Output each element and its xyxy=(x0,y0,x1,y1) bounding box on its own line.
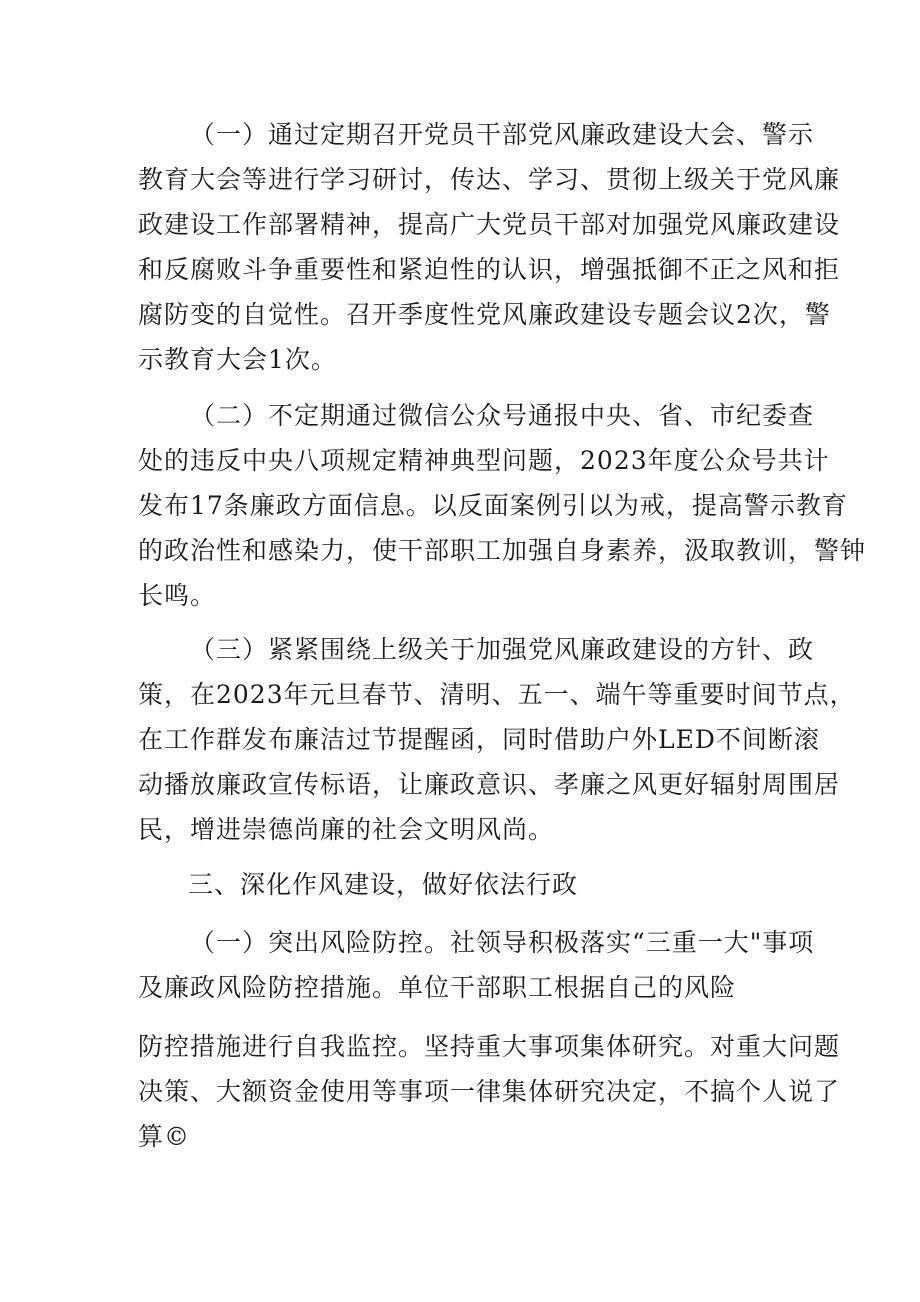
paragraph-line: （一）突出风险防控。社领导积极落实“三重一大"事项 xyxy=(190,928,815,957)
paragraph-line: 算© xyxy=(138,1122,191,1151)
paragraph-line: 决策、大额资金使用等事项一律集体研究决定，不搞个人说了 xyxy=(138,1077,841,1106)
paragraph-wechat-notices xyxy=(138,393,867,618)
paragraph-risk-control xyxy=(138,920,815,1010)
section-heading-text: 三、深化作风建设，做好依法行政 xyxy=(188,870,579,899)
paragraph-holiday-reminders xyxy=(138,627,856,852)
paragraph-line: 民，增进崇德尚廉的社会文明风尚。 xyxy=(138,815,555,844)
paragraph-line: 政建设工作部署精神，提高广大党员干部对加强党风廉政建设 xyxy=(138,210,841,239)
paragraph-line: 教育大会等进行学习研讨，传达、学习、贯彻上级关于党风廉 xyxy=(138,165,841,194)
paragraph-line: 和反腐败斗争重要性和紧迫性的认识，增强抵御不正之风和拒 xyxy=(138,255,841,284)
paragraph-line: （三）紧紧围绕上级关于加强党风廉政建设的方针、政 xyxy=(190,635,815,664)
paragraph-line: 处的违反中央八项规定精神典型问题，2023年度公众号共计 xyxy=(138,446,830,475)
paragraph-line: （二）不定期通过微信公众号通报中央、省、市纪委查 xyxy=(190,401,815,430)
paragraph-line: 长鸣。 xyxy=(138,581,217,610)
section-heading xyxy=(138,862,798,907)
paragraph-collective-decisions xyxy=(138,1024,841,1159)
paragraph-line: 在工作群发布廉洁过节提醒函，同时借助户外LED不间断滚 xyxy=(138,725,820,754)
paragraph-line: 动播放廉政宣传标语，让廉政意识、孝廉之风更好辐射周围居 xyxy=(138,770,841,799)
paragraph-line: 腐防变的自觉性。召开季度性党风廉政建设专题会议2次，警 xyxy=(138,300,831,329)
paragraph-line: 策，在2023年元旦春节、清明、五一、端午等重要时间节点， xyxy=(138,680,856,709)
paragraph-line: 防控措施进行自我监控。坚持重大事项集体研究。对重大问题 xyxy=(138,1032,841,1061)
paragraph-line: 的政治性和感染力，使干部职工加强自身素养，汲取教训，警钟 xyxy=(138,536,867,565)
paragraph-line: 示教育大会1次。 xyxy=(138,345,337,374)
paragraph-party-conduct-meetings xyxy=(138,112,841,382)
paragraph-line: 及廉政风险防控措施。单位干部职工根据自己的风险 xyxy=(138,973,737,1002)
paragraph-line: 发布17条廉政方面信息。以反面案例引以为戒，提高警示教育 xyxy=(138,491,848,520)
paragraph-line: （一）通过定期召开党员干部党风廉政建设大会、警示 xyxy=(190,120,815,149)
